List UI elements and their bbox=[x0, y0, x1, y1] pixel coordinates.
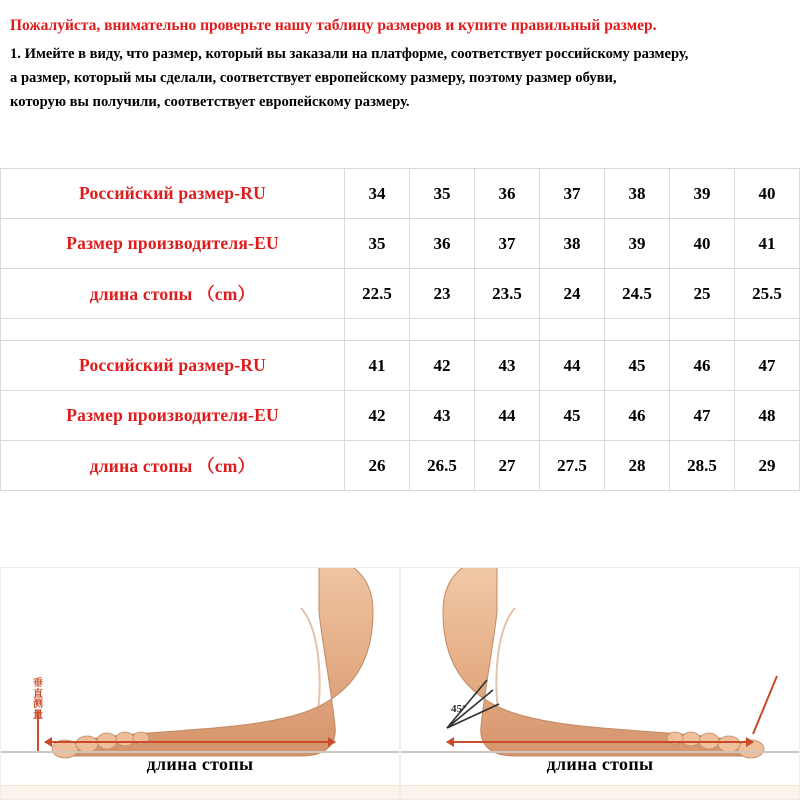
row-label-ru-1: Российский размер-RU bbox=[1, 169, 345, 219]
intro-headline: Пожалуйста, внимательно проверьте нашу таблицу размеров и купите правильный размер. bbox=[10, 17, 657, 34]
spacer-cell bbox=[670, 319, 735, 341]
floor-line-right bbox=[401, 751, 799, 753]
figure-caption-right: длина стопы bbox=[546, 754, 654, 774]
cell-len1-0: 22.5 bbox=[345, 269, 410, 319]
figure-left bbox=[0, 567, 400, 800]
cell-ru2-2: 43 bbox=[475, 341, 540, 391]
cell-eu2-3: 45 bbox=[540, 391, 605, 441]
cell-eu1-2: 37 bbox=[475, 219, 540, 269]
intro-body-line-3: которую вы получили, соответствует европейскому размеру. bbox=[10, 93, 410, 110]
cell-ru2-4: 45 bbox=[605, 341, 670, 391]
cell-eu1-1: 36 bbox=[410, 219, 475, 269]
row-label-eu-1: Размер производителя-EU bbox=[1, 219, 345, 269]
spacer-cell bbox=[345, 319, 410, 341]
vertical-measure-note-left: 垂直测量 bbox=[33, 678, 43, 721]
cell-eu2-2: 44 bbox=[475, 391, 540, 441]
cell-len2-1: 26.5 bbox=[410, 441, 475, 491]
table-row bbox=[1, 219, 800, 269]
table-spacer-row bbox=[1, 319, 800, 341]
cell-len2-0: 26 bbox=[345, 441, 410, 491]
cell-ru1-3: 37 bbox=[540, 169, 605, 219]
cell-len2-5: 28.5 bbox=[670, 441, 735, 491]
cell-ru2-1: 42 bbox=[410, 341, 475, 391]
row-label-eu-2: Размер производителя-EU bbox=[1, 391, 345, 441]
figure-bottom-band-right bbox=[401, 785, 799, 799]
cell-ru1-0: 34 bbox=[345, 169, 410, 219]
figure-caption-left: длина стопы bbox=[146, 754, 254, 774]
spacer-cell bbox=[410, 319, 475, 341]
cell-eu1-4: 39 bbox=[605, 219, 670, 269]
spacer-cell bbox=[540, 319, 605, 341]
cell-eu2-4: 46 bbox=[605, 391, 670, 441]
cell-ru1-1: 35 bbox=[410, 169, 475, 219]
cell-len2-6: 29 bbox=[735, 441, 800, 491]
cell-len2-3: 27.5 bbox=[540, 441, 605, 491]
cell-ru1-4: 38 bbox=[605, 169, 670, 219]
cell-ru1-5: 39 bbox=[670, 169, 735, 219]
table-row bbox=[1, 341, 800, 391]
cell-eu2-0: 42 bbox=[345, 391, 410, 441]
cell-len1-1: 23 bbox=[410, 269, 475, 319]
length-arrow-right bbox=[447, 741, 753, 743]
table-row bbox=[1, 441, 800, 491]
intro-section bbox=[0, 0, 800, 113]
cell-len1-3: 24 bbox=[540, 269, 605, 319]
cell-ru2-3: 44 bbox=[540, 341, 605, 391]
cell-eu2-6: 48 bbox=[735, 391, 800, 441]
figure-bottom-band-left bbox=[1, 785, 399, 799]
cell-eu1-3: 38 bbox=[540, 219, 605, 269]
cell-len1-4: 24.5 bbox=[605, 269, 670, 319]
cell-eu1-6: 41 bbox=[735, 219, 800, 269]
table-row bbox=[1, 391, 800, 441]
figure-right bbox=[400, 567, 800, 800]
length-arrow-left bbox=[45, 741, 335, 743]
cell-eu2-5: 47 bbox=[670, 391, 735, 441]
row-label-len-2: длина стопы （cm） bbox=[1, 441, 345, 491]
cell-ru1-2: 36 bbox=[475, 169, 540, 219]
size-table bbox=[0, 168, 800, 491]
table-row bbox=[1, 169, 800, 219]
cell-len1-5: 25 bbox=[670, 269, 735, 319]
cell-eu2-1: 43 bbox=[410, 391, 475, 441]
cell-ru1-6: 40 bbox=[735, 169, 800, 219]
size-table-wrapper bbox=[0, 168, 800, 491]
cell-ru2-6: 47 bbox=[735, 341, 800, 391]
intro-body bbox=[10, 43, 790, 114]
cell-eu1-5: 40 bbox=[670, 219, 735, 269]
intro-body-line-1: 1. Имейте в виду, что размер, который вы заказали на платформе, соответствует российскому размеру, bbox=[10, 45, 689, 62]
spacer-cell bbox=[605, 319, 670, 341]
spacer-cell bbox=[475, 319, 540, 341]
cell-ru2-0: 41 bbox=[345, 341, 410, 391]
cell-len1-2: 23.5 bbox=[475, 269, 540, 319]
angle-label-right: 45° bbox=[451, 703, 467, 715]
cell-ru2-5: 46 bbox=[670, 341, 735, 391]
cell-len1-6: 25.5 bbox=[735, 269, 800, 319]
intro-body-line-2: а размер, который мы сделали, соответствует европейскому размеру, поэтому размер обуви, bbox=[10, 69, 617, 86]
spacer-cell bbox=[1, 319, 345, 341]
floor-line-left bbox=[1, 751, 399, 753]
row-label-ru-2: Российский размер-RU bbox=[1, 341, 345, 391]
measurement-figures bbox=[0, 567, 800, 800]
cell-len2-4: 28 bbox=[605, 441, 670, 491]
cell-eu1-0: 35 bbox=[345, 219, 410, 269]
cell-len2-2: 27 bbox=[475, 441, 540, 491]
spacer-cell bbox=[735, 319, 800, 341]
row-label-len-1: длина стопы （cm） bbox=[1, 269, 345, 319]
table-row bbox=[1, 269, 800, 319]
